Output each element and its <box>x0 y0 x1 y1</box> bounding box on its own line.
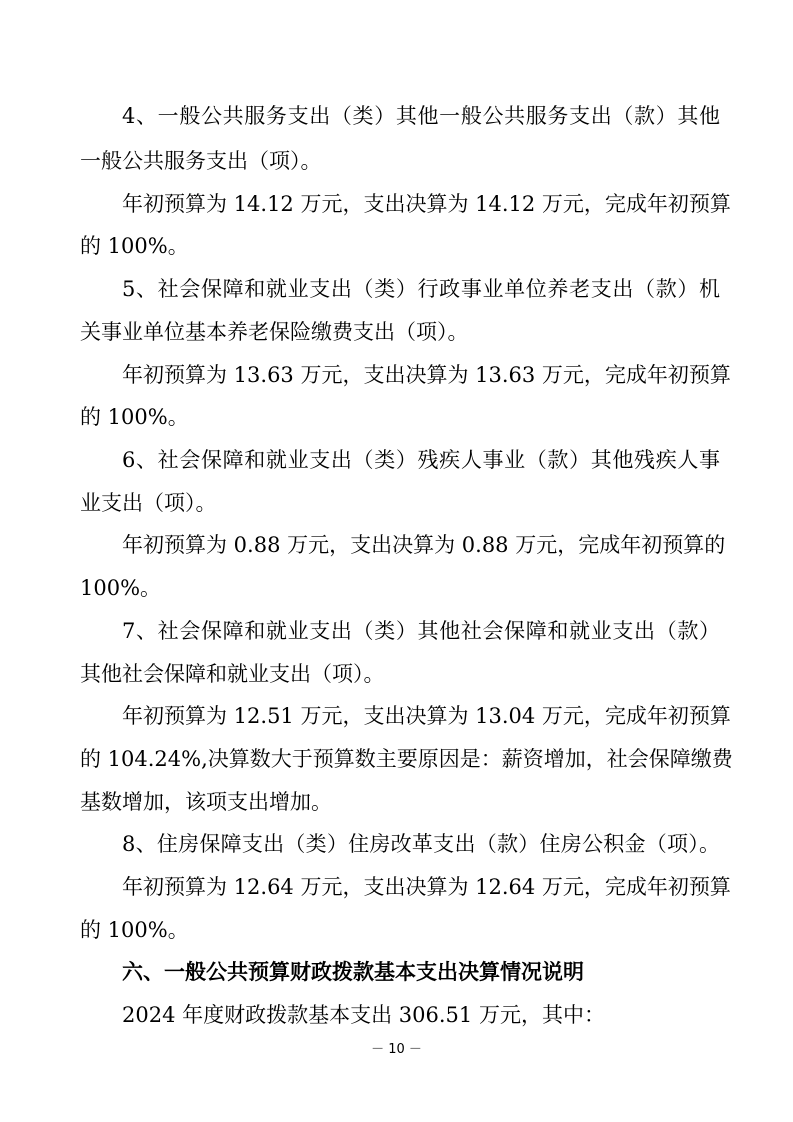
item-5-title-line-1: 5、社会保障和就业支出（类）行政事业单位养老支出（款）机 <box>122 277 720 301</box>
item-6-title-line-2: 业支出（项）。 <box>80 491 217 515</box>
item-8-budget-line-1: 年初预算为 12.64 万元，支出决算为 12.64 万元，完成年初预算 <box>122 875 731 899</box>
item-6-title-line-1: 6、社会保障和就业支出（类）残疾人事业（款）其他残疾人事 <box>122 448 720 472</box>
item-4-title-line-2: 一般公共服务支出（项）。 <box>80 149 322 173</box>
item-7-title-line-1: 7、社会保障和就业支出（类）其他社会保障和就业支出（款） <box>122 619 720 643</box>
item-5-title-line-2: 关事业单位基本养老保险缴费支出（项）。 <box>80 320 469 344</box>
item-4-budget-line-2: 的 100%。 <box>80 234 189 258</box>
item-6-budget-line-2: 100%。 <box>80 576 162 600</box>
item-7-budget-line-1: 年初预算为 12.51 万元，支出决算为 13.04 万元，完成年初预算 <box>122 704 731 728</box>
page-number: － 10 － <box>371 1042 422 1057</box>
section-6-heading: 六、一般公共预算财政拨款基本支出决算情况说明 <box>122 959 584 984</box>
item-7-budget-line-2: 的 104.24%,决算数大于预算数主要原因是：薪资增加，社会保障缴费 <box>80 747 733 771</box>
item-8-title-line-1: 8、住房保障支出（类）住房改革支出（款）住房公积金（项）。 <box>122 832 720 856</box>
item-5-budget-line-1: 年初预算为 13.63 万元，支出决算为 13.63 万元，完成年初预算 <box>122 363 731 387</box>
item-8-budget-line-2: 的 100%。 <box>80 918 189 942</box>
section-6-summary: 2024 年度财政拨款基本支出 306.51 万元，其中： <box>122 1003 605 1027</box>
item-6-budget-line-1: 年初预算为 0.88 万元，支出决算为 0.88 万元，完成年初预算的 <box>122 533 726 557</box>
item-7-budget-line-3: 基数增加，该项支出增加。 <box>80 790 332 814</box>
item-4-title-line-1: 4、一般公共服务支出（类）其他一般公共服务支出（款）其他 <box>122 104 720 128</box>
item-7-title-line-2: 其他社会保障和就业支出（项）。 <box>80 662 385 686</box>
item-5-budget-line-2: 的 100%。 <box>80 405 189 429</box>
item-4-budget-line-1: 年初预算为 14.12 万元，支出决算为 14.12 万元，完成年初预算 <box>122 192 731 216</box>
